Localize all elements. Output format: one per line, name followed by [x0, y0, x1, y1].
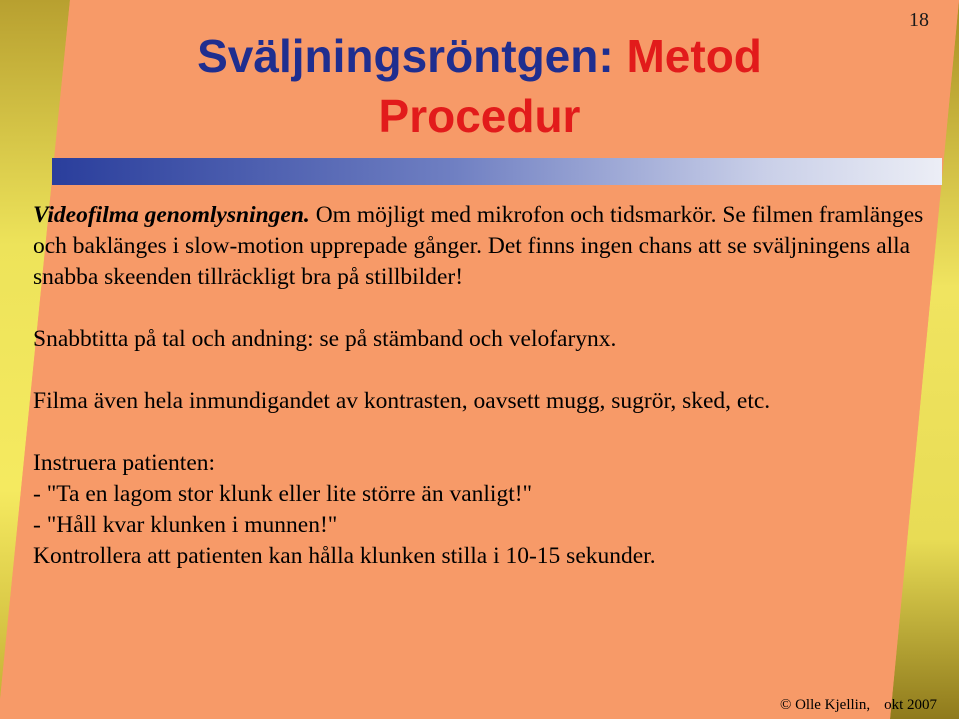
footer-copyright [780, 697, 937, 714]
paragraph-instruera-line: - "Håll kvar klunken i munnen!" [33, 512, 338, 538]
paragraph-videofilma [33, 200, 938, 293]
title-part-2: Metod [626, 30, 762, 82]
slide-number: 18 [909, 9, 929, 31]
paragraph-filma: Filma även hela inmundigandet av kontrasten, oavsett mugg, sugrör, sked, etc. [33, 388, 771, 414]
title-part-1: Sväljningsröntgen: [197, 30, 627, 82]
footer-author: © Olle Kjellin, [779, 697, 871, 713]
paragraph-snabbtitta: Snabbtitta på tal och andning: se på stämband och velofarynx. [33, 326, 617, 352]
paragraph-instruera-line: - "Ta en lagom stor klunk eller lite större än vanligt!" [33, 481, 533, 507]
title-underline-bar [52, 158, 942, 185]
slide-body [33, 200, 938, 572]
paragraph-text: Om möjligt med mikrofon och tidsmarkör. Se filmen framlänges och baklänges i slow-motion upprepade gånger. Det finns ingen chans att se sväljningens alla snabba skeenden tillräckligt bra på stillbilder! [33, 202, 924, 290]
paragraph-instruera-line: Instruera patienten: [33, 450, 216, 476]
footer-date: okt 2007 [884, 697, 937, 713]
paragraph-instruera-line: Kontrollera att patienten kan hålla klunken stilla i 10-15 sekunder. [33, 543, 656, 569]
title-line-2: Procedur [378, 90, 581, 142]
paragraph-lead: Videofilma genomlysningen. [33, 202, 310, 228]
slide-title [0, 26, 959, 146]
